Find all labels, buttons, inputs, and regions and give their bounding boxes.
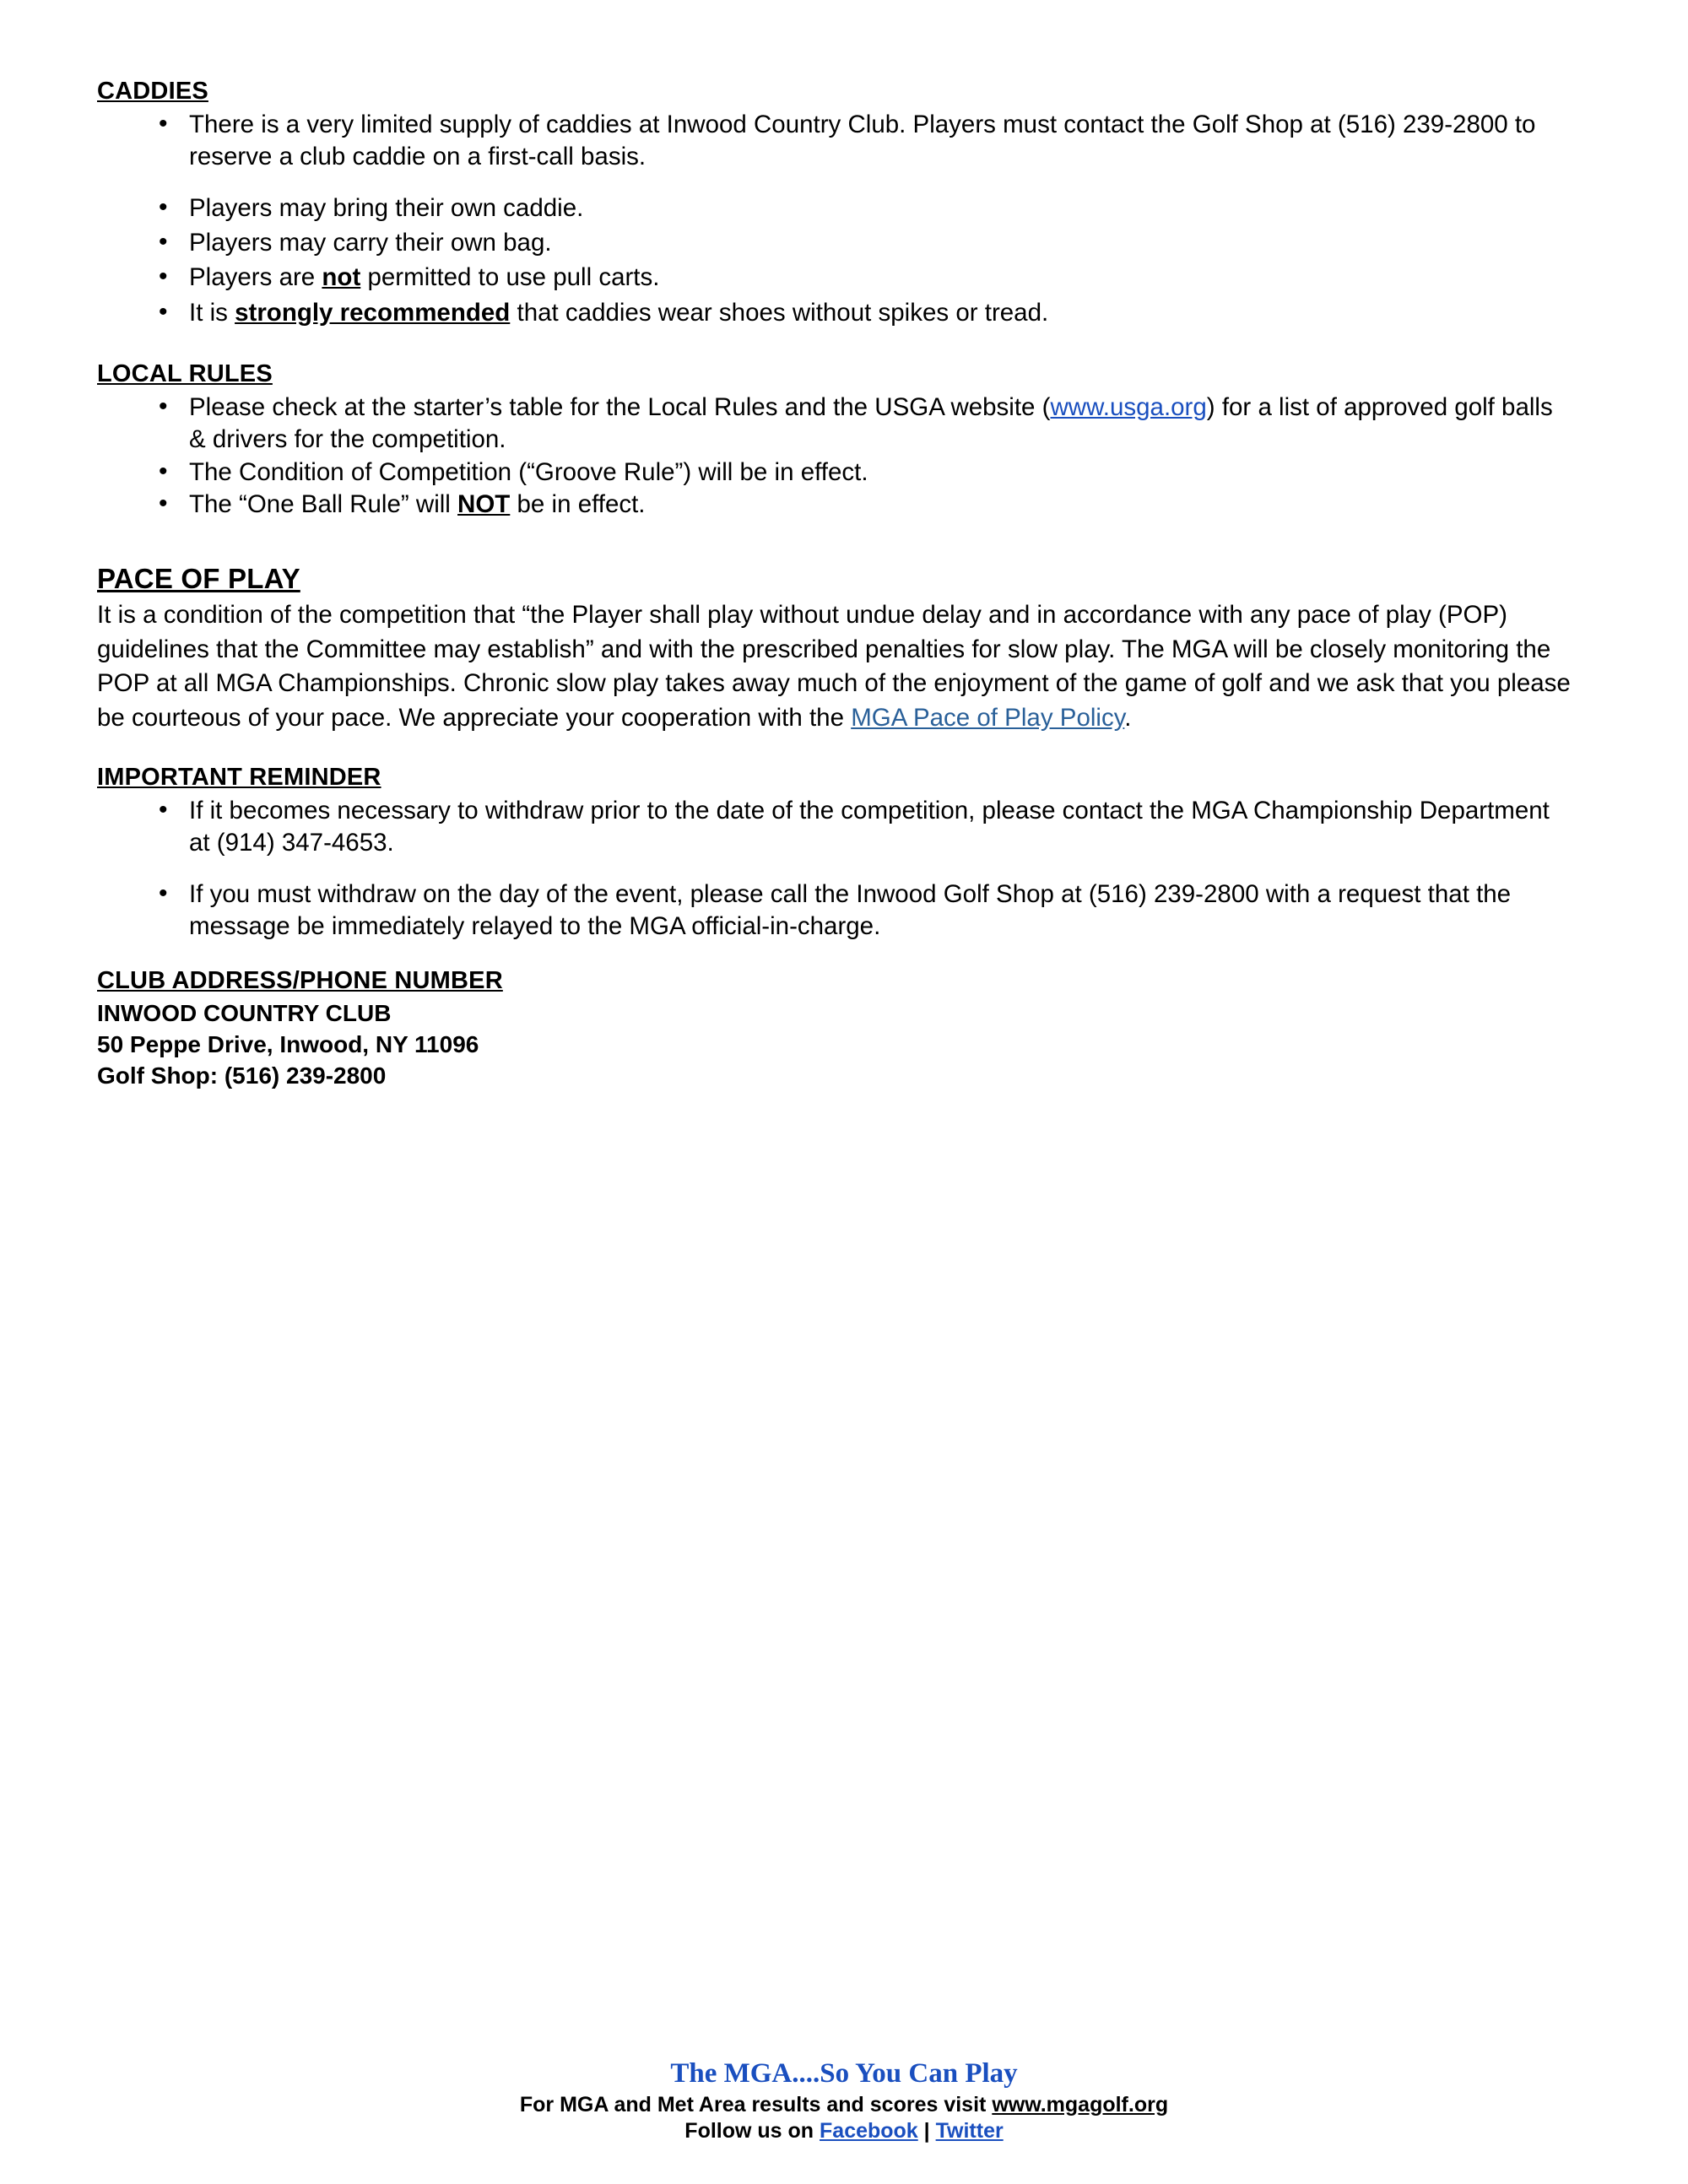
section-heading-club-address: CLUB ADDRESS/PHONE NUMBER	[97, 967, 503, 995]
spacer	[97, 521, 1574, 554]
section-heading-local-rules: LOCAL RULES	[97, 360, 273, 388]
caddies-item-2: Players may bring their own caddie.	[189, 193, 584, 222]
spacer	[97, 735, 1574, 764]
important-reminder-list	[97, 795, 1574, 943]
list-item	[159, 192, 1574, 224]
caddies-item-4-pre: Players are	[189, 263, 322, 292]
list-item	[159, 262, 1574, 294]
list-item	[159, 227, 1574, 259]
caddies-item-5-post: that caddies wear shoes without spikes or tread.	[510, 298, 1049, 327]
list-item	[159, 878, 1574, 943]
caddies-item-4-post: permitted to use pull carts.	[360, 263, 660, 292]
club-address-block	[97, 998, 1574, 1092]
list-item	[159, 392, 1574, 457]
spacer	[97, 945, 1574, 967]
section-heading-pace-of-play: PACE OF PLAY	[97, 563, 300, 595]
footer-tagline: The MGA....So You Can Play	[670, 2058, 1018, 2089]
local-rules-list	[97, 392, 1574, 521]
footer-separator: |	[917, 2119, 936, 2143]
list-item	[159, 297, 1574, 329]
footer-follow-line	[0, 2119, 1688, 2143]
caddies-item-1: There is a very limited supply of caddies at Inwood Country Club. Players must contact the Golf Shop at (516) 239-2800 to reserve a club caddie on a first-call basis.	[189, 111, 1536, 171]
facebook-link[interactable]: Facebook	[820, 2119, 918, 2143]
footer-results-line	[0, 2093, 1688, 2117]
footer-follow-text: Follow us on	[684, 2119, 820, 2143]
important-reminder-item-1: If it becomes necessary to withdraw prior to the date of the competition, please contact the MGA Championship Department at (914) 347-4653.	[189, 797, 1550, 857]
list-item	[159, 109, 1574, 174]
pace-of-play-body-post: .	[1124, 703, 1132, 732]
important-reminder-item-2: If you must withdraw on the day of the event, please call the Inwood Golf Shop at (516) 239-2800 with a request that the message be immediately relayed to the MGA official-in-charge.	[189, 879, 1512, 941]
caddies-item-5-pre: It is	[189, 298, 235, 327]
pace-of-play-body-pre: It is a condition of the competition that “the Player shall play without undue delay and in accordance with any pace of play (POP) guidelines that the Committee may establish” and with the prescribed penalties for slow play. The MGA will be closely monitoring the POP at all MGA Championships. Chronic slow play takes away much of the enjoyment of the game of golf and we ask that you please be courteous of your pace. We appreciate your cooperation with the	[97, 601, 1571, 732]
usga-website-link[interactable]: www.usga.org	[1050, 393, 1207, 422]
local-rules-item-1-pre: Please check at the starter’s table for the Local Rules and the USGA website (	[189, 393, 1051, 422]
list-item	[159, 457, 1574, 489]
local-rules-item-3-emphasis: NOT	[457, 490, 511, 519]
local-rules-item-2: The Condition of Competition (“Groove Rule”) will be in effect.	[189, 457, 868, 486]
section-heading-important-reminder: IMPORTANT REMINDER	[97, 764, 381, 792]
list-item	[159, 795, 1574, 860]
mgagolf-website-link[interactable]: www.mgagolf.org	[992, 2093, 1169, 2116]
pace-of-play-body	[97, 598, 1574, 735]
local-rules-item-3-post: be in effect.	[510, 490, 646, 519]
caddies-item-4-emphasis: not	[322, 263, 361, 292]
club-name: INWOOD COUNTRY CLUB	[97, 1000, 392, 1027]
page-footer	[0, 2058, 1688, 2143]
club-street-address: 50 Peppe Drive, Inwood, NY 11096	[97, 1031, 479, 1058]
local-rules-item-1-post: ) for a list of approved golf balls & drivers for the competition.	[189, 393, 1553, 454]
caddies-item-5-emphasis: strongly recommended	[235, 298, 511, 327]
list-item	[159, 489, 1574, 521]
caddies-item-3: Players may carry their own bag.	[189, 229, 552, 257]
local-rules-item-3-pre: The “One Ball Rule” will	[189, 490, 458, 519]
spacer	[97, 332, 1574, 360]
section-heading-caddies: CADDIES	[97, 78, 208, 105]
footer-results-text: For MGA and Met Area results and scores visit	[519, 2093, 993, 2116]
caddies-list	[97, 109, 1574, 329]
mga-pace-of-play-policy-link[interactable]: MGA Pace of Play Policy	[851, 703, 1125, 732]
club-golf-shop-phone: Golf Shop: (516) 239-2800	[97, 1062, 387, 1089]
twitter-link[interactable]: Twitter	[935, 2119, 1004, 2143]
